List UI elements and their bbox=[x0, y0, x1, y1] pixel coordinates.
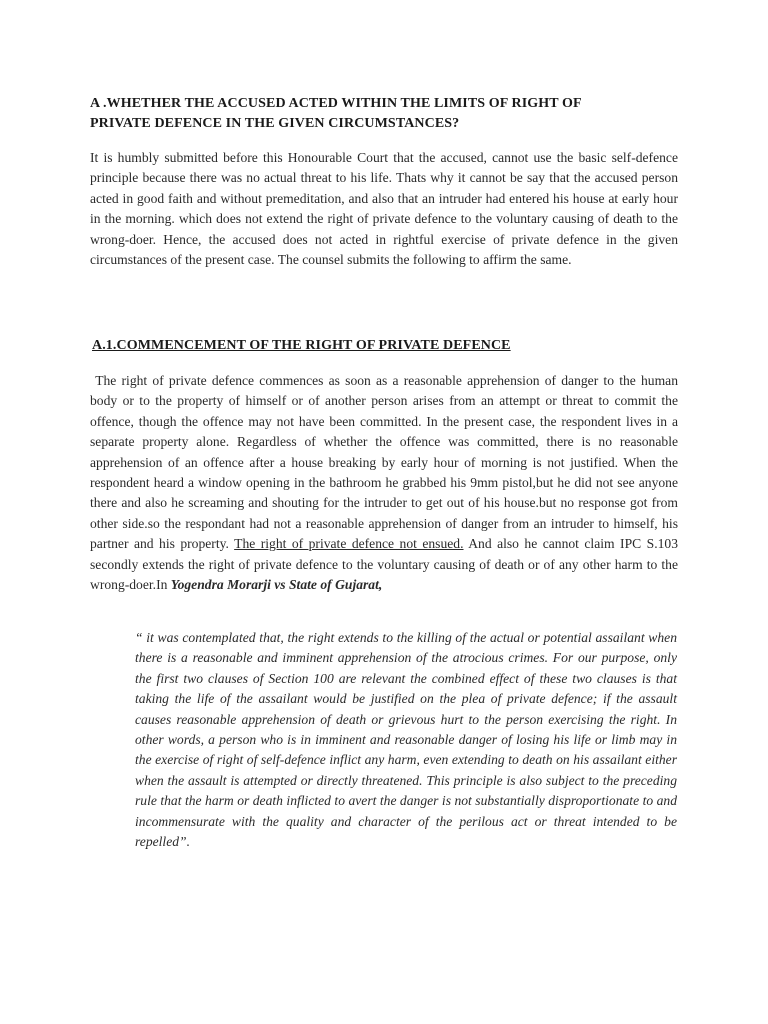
section-a-heading-line1: A .WHETHER THE ACCUSED ACTED WITHIN THE LIMITS OF RIGHT OF bbox=[90, 96, 582, 111]
section-a1-paragraph-part1: The right of private defence commences as soon as a reasonable apprehension of danger to the human body or to the property of himself or of another person arises from an attempt or threat to commit the offence, though the offence may not have been committed. In the present case, the respondent lives in a separate property alone. Regardless of whether the offence was committed, there is no reasonable apprehension of an offence after a house breaking by early hour of morning is not justified. When the respondent heard a window opening in the bathroom he grabbed his 9mm pistol,but he did not see anyone there and also he screaming and shouting for the intruder to get out of his house.but no response got from other side.so the respondant had not a reasonable apprehension of danger from an intruder to himself, his partner and his property. bbox=[90, 373, 678, 552]
section-a1-heading: A.1.COMMENCEMENT OF THE RIGHT OF PRIVATE DEFENCE bbox=[92, 338, 511, 353]
section-a-heading-line2: PRIVATE DEFENCE IN THE GIVEN CIRCUMSTANCES? bbox=[90, 116, 460, 131]
section-a-heading bbox=[90, 94, 690, 134]
section-a-paragraph: It is humbly submitted before this Honourable Court that the accused, cannot use the basic self-defence principle because there was no actual threat to his life. Thats why it cannot be say that the accused person acted in good faith and without premeditation, and also that an intruder had entered his house at early hour in the morning. which does not extend the right of private defence to the voluntary causing of death to the wrong-doer. Hence, the accused does not acted in rightful exercise of private defence in the given circumstances of the present case. The counsel submits the following to affirm the same. bbox=[90, 150, 678, 268]
block-quote: “ it was contemplated that, the right extends to the killing of the actual or potential assailant when there is a reasonable and imminent apprehension of the atrocious crimes. For our purpose, only the first two clauses of Section 100 are relevant the combined effect of these two clauses is that taking the life of the assailant would be justified on the plea of private defence; if the assault causes reasonable apprehension of death or grievous hurt to the person exercising the right. In other words, a person who is in imminent and reasonable danger of losing his life or limb may in the exercise of right of self-defence inflict any harm, even extending to death on his assailant either when the assault is attempted or directly threatened. This principle is also subject to the preceding rule that the harm or death inflicted to avert the danger is not substantially disproportionate to and incommensurate with the quality and character of the perilous act or threat intended to be repelled”. bbox=[135, 630, 677, 850]
case-citation: Yogendra Morarji vs State of Gujarat bbox=[170, 577, 379, 593]
section-a1-paragraph-part2: And also he cannot claim IPC S.103 secondly extends the right of private defence to the voluntary causing of death or of any other harm to the wrong-doer.In bbox=[90, 536, 679, 593]
section-a1-paragraph bbox=[90, 371, 678, 595]
underlined-statement: The right of private defence not ensued. bbox=[234, 536, 464, 552]
case-citation-suffix: , bbox=[378, 577, 383, 593]
